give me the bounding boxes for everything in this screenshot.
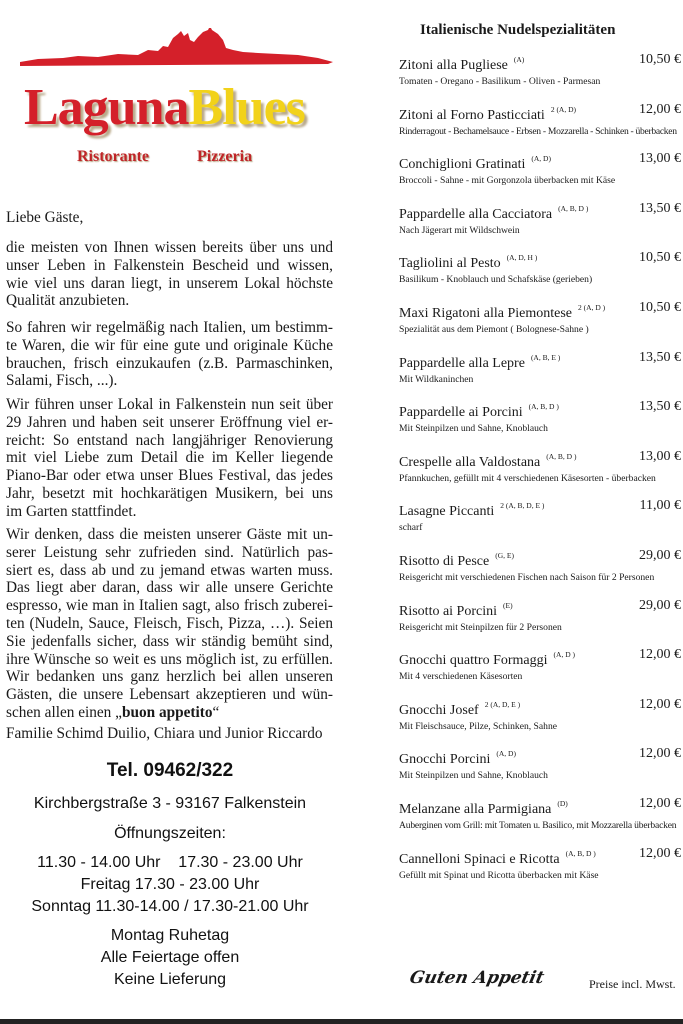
letter-line: ihre Wünsche so weit es uns möglich ist, zu erfüllen.: [6, 650, 333, 668]
dish-description: Mit Wildkaninchen: [399, 373, 474, 385]
dish-price: 12,00 €: [639, 101, 681, 117]
allergen-codes: (E): [503, 600, 513, 610]
dish-price: 12,00 €: [639, 647, 681, 663]
allergen-codes: (D): [557, 799, 568, 808]
dish-price: 13,00 €: [639, 151, 681, 167]
dish-description: Reisgericht mit verschiedenen Fischen nach Saison für 2 Personen: [399, 572, 655, 583]
letter-line: die meisten von Ihnen wissen bereits über uns und: [6, 239, 333, 256]
letter-line: im Garten stattfindet.: [6, 502, 137, 520]
dish-price: 12,00 €: [639, 796, 681, 811]
menu-item: [399, 498, 681, 533]
letter-line: reicht: So entstand nach langjähriger Renovierung: [6, 431, 333, 449]
brand-part-blues: Blues: [188, 79, 305, 136]
menu-item: [399, 598, 681, 633]
dish-name: [399, 746, 625, 768]
letter-line: Qualität anzubieten.: [6, 292, 130, 310]
dish-title: Gnocchi Josef: [399, 702, 479, 718]
dish-name: [399, 201, 625, 223]
dish-price: 13,50 €: [639, 399, 681, 415]
allergen-codes: 2 (A, D ): [578, 303, 606, 312]
letter-paragraph: [6, 526, 333, 704]
allergen-codes: (A, D): [531, 154, 551, 164]
dish-title: Zitoni al Forno Pasticciati: [399, 107, 545, 123]
dish-name: [399, 52, 625, 74]
menu-item: [399, 746, 681, 781]
dish-description: Pfannkuchen, gefüllt mit 4 verschiedenen Käsesorten - überbacken: [399, 472, 656, 484]
allergen-codes: (A, B, D ): [558, 203, 589, 213]
dish-title: Maxi Rigatoni alla Piemontese: [399, 306, 573, 321]
dish-description: Reisgericht mit Steinpilzen für 2 Personen: [399, 621, 562, 633]
allergen-codes: (A, B, D ): [528, 402, 559, 412]
hours-weekday: 11.30 - 14.00 Uhr 17.30 - 23.00 Uhr: [37, 854, 303, 871]
menu-item: [399, 300, 681, 335]
letter-greeting: Liebe Gäste,: [6, 209, 84, 226]
allergen-codes: (A, D, H ): [506, 253, 538, 263]
dish-price: 10,50 €: [639, 300, 681, 315]
dish-name: [399, 449, 625, 471]
menu-item: [399, 52, 681, 87]
dish-name: [399, 350, 625, 372]
dish-name: [399, 846, 625, 868]
letter-line: Wir denken, dass die meisten unserer Gäste mit un-: [6, 526, 333, 543]
bottom-bar: [0, 1019, 683, 1024]
price-note: Preise incl. Mwst.: [589, 977, 676, 991]
dish-title: Conchiglioni Gratinati: [399, 157, 526, 173]
dish-name: [399, 697, 625, 719]
dish-description: Rinderragout - Bechamelsauce - Erbsen - Mozzarella - Schinken - überbacken: [399, 125, 677, 137]
letter-line: serer Leistung sehr zufrieden sind. Natürlich pas-: [6, 543, 333, 561]
dish-price: 13,00 €: [639, 448, 681, 464]
dish-price: 12,00 €: [639, 746, 681, 762]
dish-description: Auberginen vom Grill: mit Tomaten u. Basilico, mit Mozzarella überbacken: [399, 820, 677, 831]
dish-description: Mit 4 verschiedenen Käsesorten: [399, 671, 523, 683]
brand-name: [24, 78, 305, 138]
phone-number: Tel. 09462/322: [106, 760, 234, 781]
letter-line: Sie jedenfalls sicher, dass wir ständig bemüht sind,: [6, 632, 333, 650]
dish-title: Risotto ai Porcini: [399, 603, 497, 619]
menu-item: [399, 548, 681, 583]
letter-line: Wir führen unser Lokal in Falkenstein nun seit über: [6, 396, 333, 413]
letter-line: So fahren wir regelmäßig nach Italien, um bestimm-: [6, 319, 333, 336]
dish-name: [399, 399, 625, 421]
dish-title: Pappardelle alla Cacciatora: [399, 206, 553, 222]
notes: [0, 925, 340, 991]
letter-line: Das liegt aber daran, dass wir alle unsere Gerichte: [6, 579, 333, 597]
note-delivery: Keine Lieferung: [113, 971, 227, 988]
dish-title: Gnocchi Porcini: [399, 752, 491, 768]
allergen-codes: (A, B, D ): [546, 451, 577, 461]
allergen-codes: (A, D ): [553, 650, 575, 660]
allergen-codes: 2 (A, B, D, E ): [500, 501, 545, 511]
dish-price: 11,00 €: [639, 498, 681, 514]
letter-line: brauchen, frisch einzukaufen (z.B. Parmaschinken,: [6, 354, 333, 372]
allergen-codes: (A, D): [496, 749, 516, 759]
dish-description: Basilikum - Knoblauch und Schafskäse (gerieben): [399, 274, 593, 286]
allergen-codes: (A, B, D ): [565, 848, 596, 858]
allergen-codes: (A, B, E ): [530, 352, 561, 362]
menu-item: [399, 399, 681, 434]
dish-description: Nach Jägerart mit Wildschwein: [399, 224, 520, 236]
dish-title: Gnocchi quattro Formaggi: [399, 653, 548, 669]
letter-closing: [6, 704, 333, 722]
menu-item: [399, 796, 681, 831]
closing-bold: buon appetito: [121, 704, 213, 721]
hours-sunday: Sonntag 11.30-14.00 / 17.30-21.00 Uhr: [31, 898, 309, 915]
dish-title: Pappardelle alla Lepre: [399, 355, 525, 371]
dish-price: 12,00 €: [639, 845, 681, 861]
allergen-codes: 2 (A, D, E ): [484, 699, 521, 709]
dish-price: 29,00 €: [639, 597, 681, 613]
dish-price: 13,50 €: [639, 349, 681, 365]
dish-price: 10,50 €: [639, 52, 681, 67]
closing-quote: “: [212, 704, 220, 721]
menu-item: [399, 151, 681, 186]
dish-name: [399, 250, 625, 272]
note-holidays: Alle Feiertage offen: [100, 949, 240, 966]
letter-line: Salami, Fisch, ...).: [6, 372, 118, 390]
dish-description: Mit Steinpilzen und Sahne, Knoblauch: [399, 770, 548, 782]
dish-description: Spezialität aus dem Piemont ( Bolognese-Sahne ): [399, 324, 589, 335]
letter-line: te Waren, die wir für eine gute und originale Küche: [6, 336, 333, 354]
letter-line: Piano-Bar oder etwa unser Blues Festival, das jedes: [6, 467, 333, 485]
letter-line: wie viel uns daran liegt, in unserem Lokal höchste: [6, 274, 333, 292]
dish-description: Broccoli - Sahne - mit Gorgonzola überbacken mit Käse: [399, 175, 616, 187]
dish-title: Crespelle alla Valdostana: [399, 454, 541, 470]
menu-item: [399, 250, 681, 285]
subtitle-ristorante: Ristorante: [77, 148, 149, 165]
hours-friday: Freitag 17.30 - 23.00 Uhr: [80, 876, 260, 893]
dish-title: Tagliolini al Pesto: [399, 256, 501, 272]
dish-title: Pappardelle ai Porcini: [399, 405, 523, 421]
subtitle-pizzeria: Pizzeria: [197, 148, 253, 165]
dish-title: Risotto di Pesce: [399, 554, 490, 569]
dish-description: Mit Steinpilzen und Sahne, Knoblauch: [399, 423, 548, 435]
letter-line: ten (Nudeln, Sauce, Fleisch, Fisch, Pizza, …). Seien: [6, 614, 333, 632]
menu-item: [399, 449, 681, 484]
letter-line: siert es, dass ab und zu jemand etwas warten muss.: [6, 561, 333, 579]
letter-signature: Familie Schimd Duilio, Chiara und Junior Riccardo: [6, 725, 323, 742]
dish-description: Tomaten - Oregano - Basilikum - Oliven - Parmesan: [399, 76, 601, 87]
dish-price: 10,50 €: [639, 250, 681, 266]
opening-hours: [0, 852, 340, 918]
dish-price: 12,00 €: [639, 696, 681, 712]
closing-text: schen allen einen „: [6, 704, 122, 721]
letter-line: Wir bedanken uns ganz herzlich bei allen unseren: [6, 668, 333, 686]
menu-title: Italienische Nudelspezialitäten: [420, 22, 616, 38]
dish-title: Lasagne Piccanti: [399, 504, 495, 520]
dish-price: 29,00 €: [639, 548, 681, 563]
menu-item: [399, 102, 681, 137]
allergen-codes: (A): [513, 55, 525, 64]
guten-appetit-script: Guten Appetit: [407, 968, 546, 988]
dish-title: Melanzane alla Parmigiana: [399, 802, 552, 817]
allergen-codes: (G, E): [495, 551, 514, 560]
letter-paragraph: [6, 396, 333, 521]
opening-hours-title: Öffnungszeiten:: [114, 825, 226, 842]
dish-name: [399, 598, 625, 620]
dish-name: [399, 647, 625, 669]
menu-item: [399, 647, 681, 682]
letter-line: Gästen, die unsere Lebensart akzeptieren und wün-: [6, 686, 333, 704]
letter-line: unser Leben in Falkenstein Bescheid und wissen,: [6, 256, 333, 274]
dish-description: scharf: [399, 522, 423, 534]
dish-name: [399, 151, 625, 173]
letter-line: mit viel Liebe zum Detail die im Keller liegende: [6, 449, 333, 467]
letter-line: espresso, wie man in Italien sagt, also frisch zuberei-: [6, 597, 333, 615]
dish-price: 13,50 €: [639, 200, 681, 216]
letter-paragraph: [6, 239, 333, 310]
brand-part-laguna: Laguna: [24, 79, 189, 136]
letter-line: Jahr, besetzt mit hochkarätigen Musikern, bei uns: [6, 484, 333, 502]
menu-item: [399, 201, 681, 236]
dish-title: Cannelloni Spinaci e Ricotta: [399, 851, 560, 867]
menu-item: [399, 697, 681, 732]
dish-name: [399, 498, 625, 520]
letter-paragraph: [6, 319, 333, 390]
dish-name: [399, 548, 625, 570]
dish-title: Zitoni alla Pugliese: [399, 58, 508, 73]
dish-name: [399, 300, 625, 322]
dish-description: Mit Fleischsauce, Pilze, Schinken, Sahne: [399, 720, 558, 732]
menu-item: [399, 846, 681, 881]
address: Kirchbergstraße 3 - 93167 Falkenstein: [33, 795, 307, 812]
letter-line: 29 Jahren und haben seit unserer Eröffnung viel er-: [6, 413, 333, 431]
note-closed-day: Montag Ruhetag: [110, 927, 230, 944]
restaurant-logo: [18, 28, 333, 178]
dish-name: [399, 102, 625, 124]
dish-description: Gefüllt mit Spinat und Ricotta überbacken mit Käse: [399, 869, 599, 881]
allergen-codes: 2 (A, D): [550, 104, 577, 114]
dish-name: [399, 796, 625, 818]
menu-item: [399, 350, 681, 385]
